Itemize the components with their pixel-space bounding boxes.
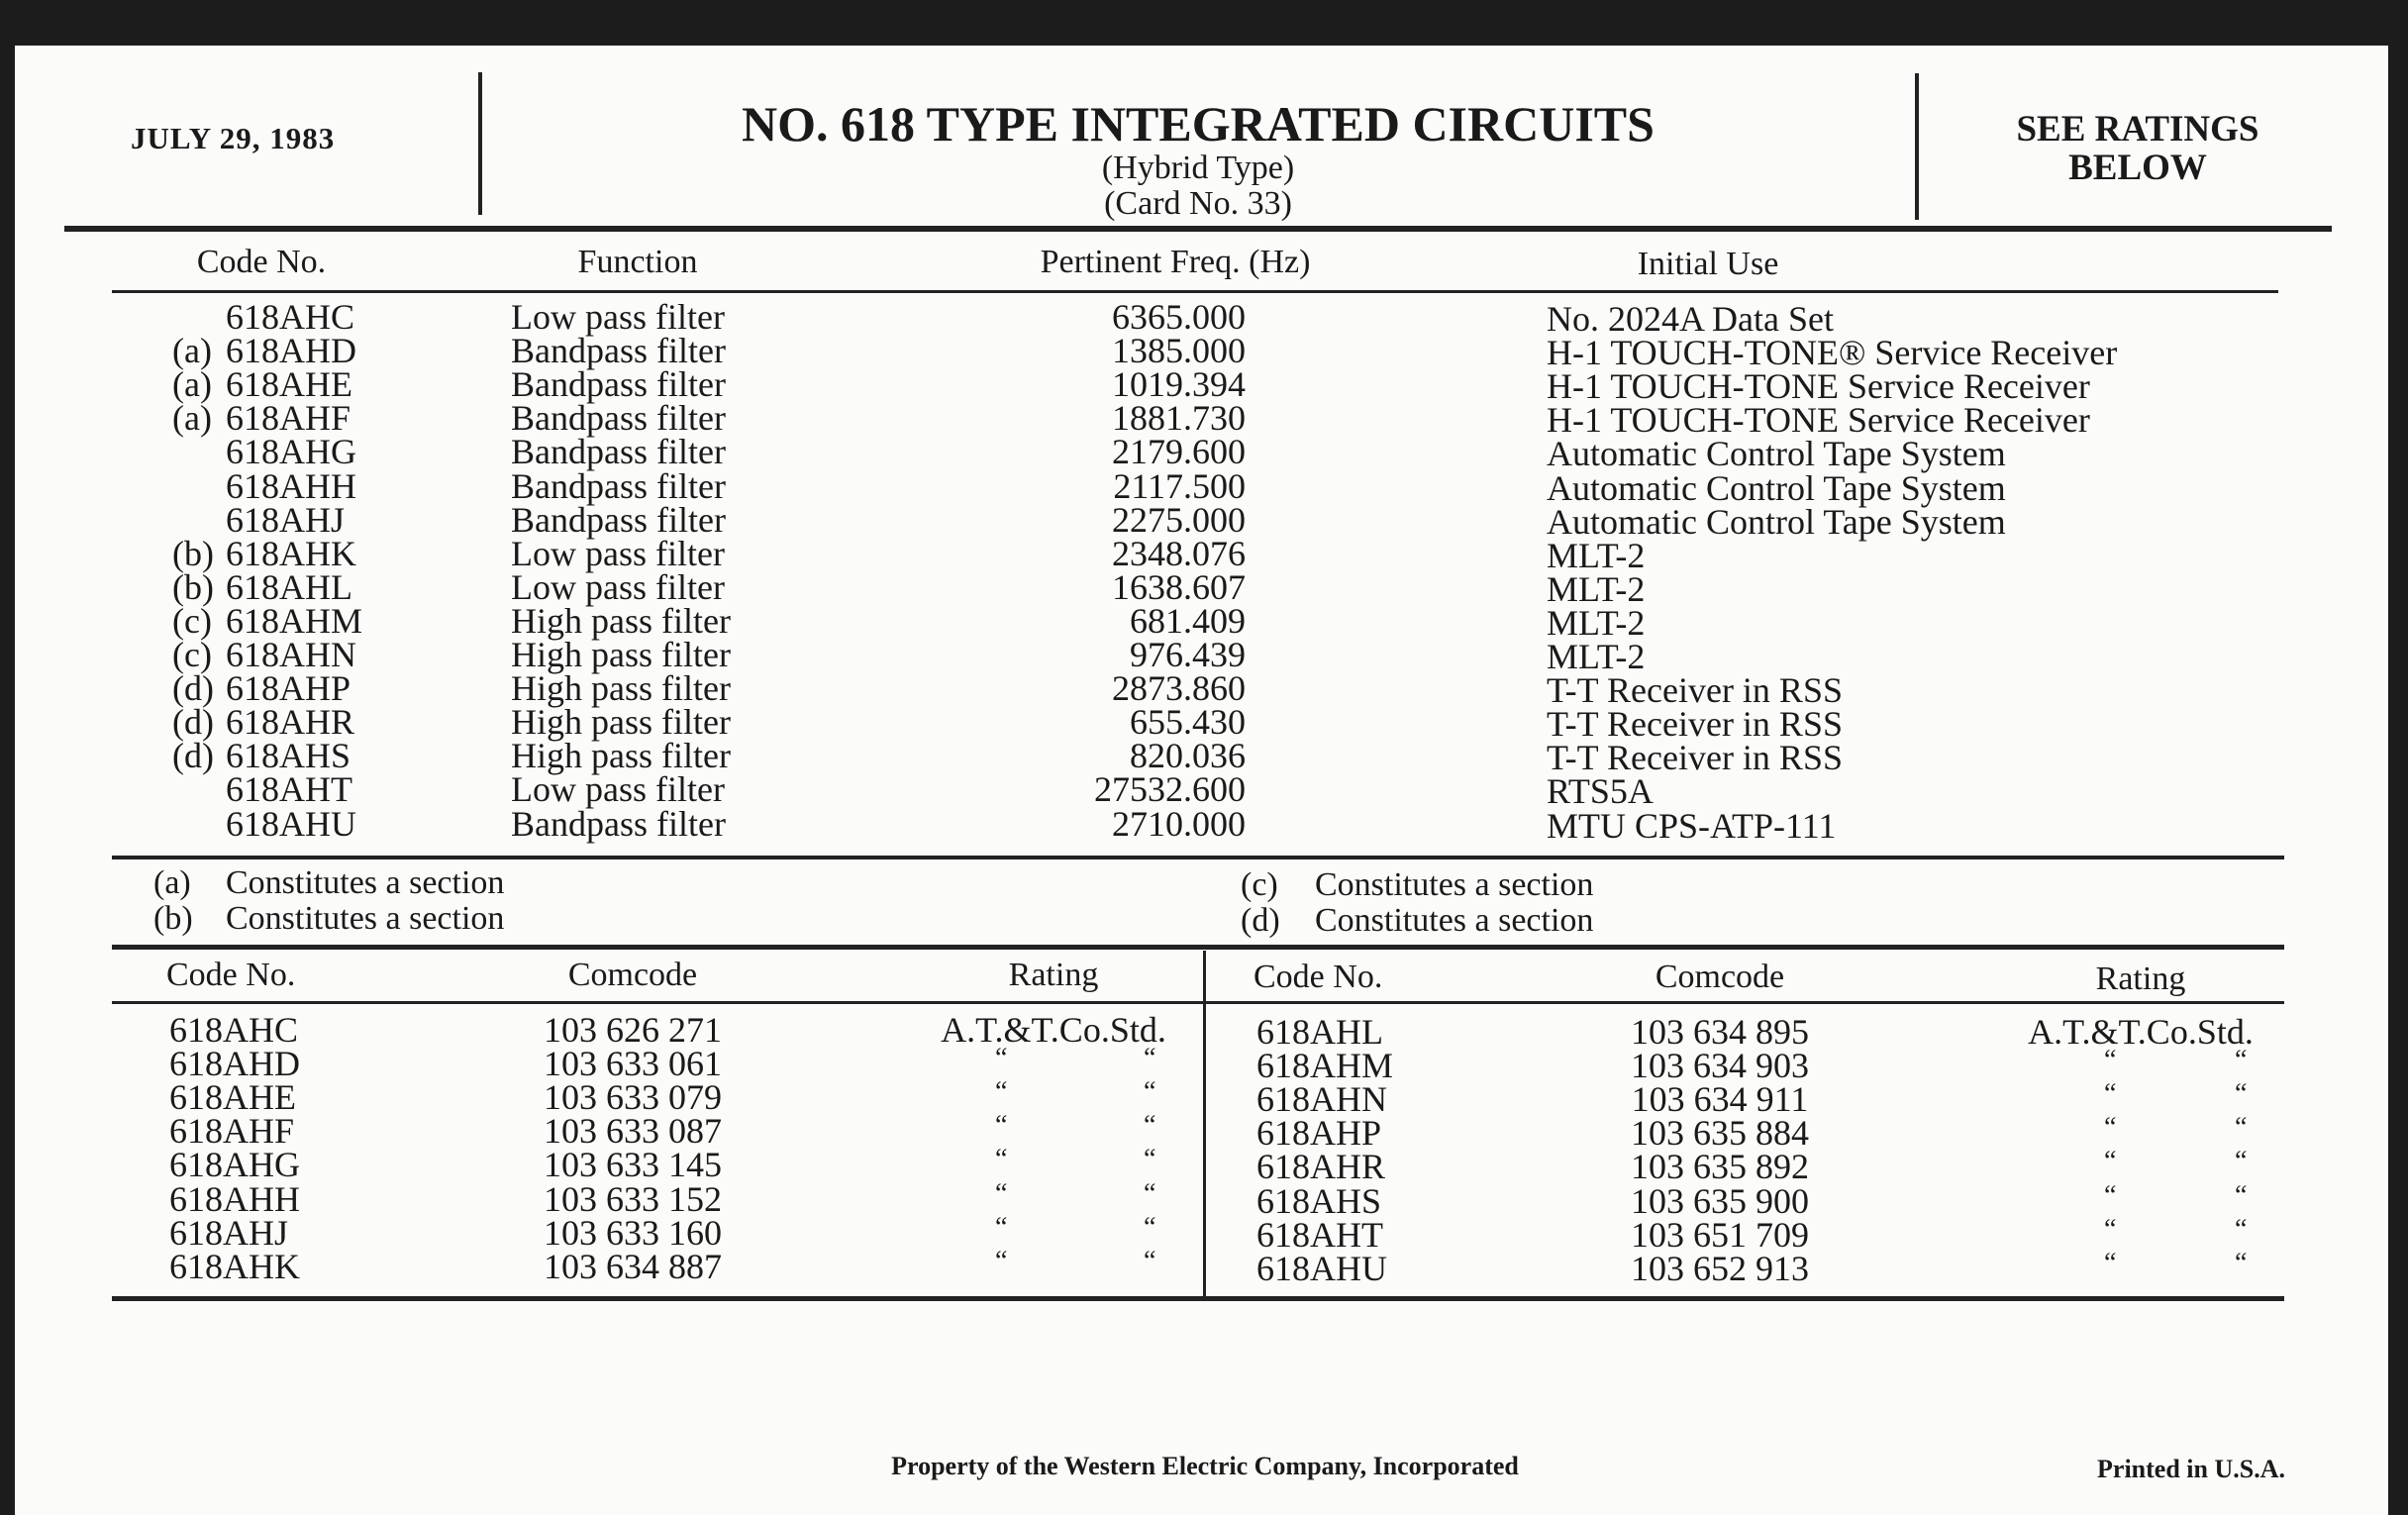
row-freq: 681.409	[1130, 600, 1246, 641]
ratings-row-code: 618AHM	[1256, 1046, 1394, 1086]
ditto-mark: “	[1144, 1043, 1156, 1074]
row-code: 618AHE	[226, 364, 352, 405]
row-initial-use: MLT-2	[1547, 637, 1646, 676]
note-text-d: Constitutes a section	[1315, 902, 1594, 939]
footer-property: Property of the Western Electric Company, Incorporated	[891, 1452, 1519, 1480]
ditto-mark: “	[995, 1144, 1008, 1175]
ratings-row-comcode: 103 635 892	[1631, 1147, 1809, 1187]
row-function: High pass filter	[511, 668, 731, 709]
ratings-row-code: 618AHJ	[169, 1212, 289, 1253]
ratings-row-code: 618AHR	[1256, 1147, 1386, 1187]
card-subtitle-number: (Card No. 33)	[1104, 185, 1292, 222]
ditto-mark: “	[995, 1211, 1008, 1243]
ratings-row-comcode: 103 652 913	[1631, 1248, 1809, 1288]
ratings-left-header-code: Code No.	[166, 957, 296, 993]
row-function: Bandpass filter	[511, 803, 726, 844]
ratings-row-rating: A.T.&T.Co.Std.	[941, 1010, 1166, 1050]
ditto-mark: “	[995, 1043, 1008, 1074]
ditto-mark: “	[2235, 1146, 2248, 1177]
ratings-row-rating: A.T.&T.Co.Std.	[2028, 1012, 2254, 1052]
note-mark-a: (a)	[153, 864, 191, 901]
row-code: 618AHT	[226, 769, 352, 810]
ratings-note-line1: SEE RATINGS	[2016, 109, 2259, 150]
col-header-code: Code No.	[196, 244, 327, 280]
ratings-row-code: 618AHT	[1256, 1214, 1383, 1255]
row-function: Bandpass filter	[511, 432, 726, 472]
ditto-mark: “	[995, 1110, 1008, 1142]
header-divider-left	[478, 72, 482, 215]
row-function: Low pass filter	[511, 769, 725, 810]
table-header-rule	[112, 290, 2278, 293]
card-title: NO. 618 TYPE INTEGRATED CIRCUITS	[742, 96, 1655, 152]
ditto-mark: “	[1144, 1177, 1156, 1209]
row-freq: 2348.076	[1112, 533, 1246, 573]
row-code: 618AHH	[226, 465, 356, 506]
ratings-row-code: 618AHL	[1256, 1012, 1383, 1052]
row-freq: 1881.730	[1112, 398, 1246, 439]
row-freq: 1019.394	[1112, 364, 1246, 405]
row-initial-use: H-1 TOUCH-TONE® Service Receiver	[1547, 333, 2118, 373]
row-code: 618AHU	[226, 803, 356, 844]
ratings-row-comcode: 103 634 911	[1631, 1079, 1809, 1120]
note-mark-d: (d)	[1241, 902, 1280, 939]
row-freq: 2117.500	[1113, 465, 1246, 506]
notes-rule	[112, 945, 2284, 950]
ditto-mark: “	[2104, 1247, 2117, 1278]
ditto-mark: “	[2235, 1179, 2248, 1211]
row-initial-use: H-1 TOUCH-TONE Service Receiver	[1547, 366, 2090, 407]
row-function: Bandpass filter	[511, 398, 726, 439]
ratings-row-comcode: 103 633 079	[544, 1077, 722, 1118]
row-initial-use: T-T Receiver in RSS	[1547, 738, 1843, 778]
ratings-right-header-code: Code No.	[1254, 959, 1383, 995]
row-note-mark: (b)	[172, 566, 214, 607]
row-initial-use: MTU CPS-ATP-111	[1547, 805, 1837, 846]
note-text-b: Constitutes a section	[226, 900, 505, 937]
ditto-mark: “	[1144, 1144, 1156, 1175]
ratings-row-comcode: 103 634 887	[544, 1246, 722, 1286]
ratings-row-code: 618AHC	[169, 1010, 299, 1050]
row-function: Low pass filter	[511, 566, 725, 607]
note-text-a: Constitutes a section	[226, 864, 505, 901]
ratings-row-comcode: 103 633 087	[544, 1111, 722, 1152]
row-initial-use: T-T Receiver in RSS	[1547, 704, 1843, 745]
ratings-row-comcode: 103 633 061	[544, 1044, 722, 1084]
ditto-mark: “	[2235, 1078, 2248, 1110]
row-freq: 976.439	[1130, 635, 1246, 674]
row-code: 618AHF	[226, 398, 351, 439]
row-code: 618AHC	[226, 297, 355, 337]
ratings-row-comcode: 103 651 709	[1631, 1214, 1809, 1255]
row-initial-use: Automatic Control Tape System	[1547, 467, 2006, 508]
ditto-mark: “	[1144, 1245, 1156, 1276]
ratings-row-comcode: 103 633 160	[544, 1212, 722, 1253]
ratings-note-line2: BELOW	[2068, 148, 2207, 188]
ditto-mark: “	[2235, 1247, 2248, 1278]
row-note-mark: (d)	[172, 702, 214, 743]
ditto-mark: “	[2104, 1112, 2117, 1144]
row-freq: 2275.000	[1112, 499, 1246, 540]
ditto-mark: “	[2235, 1213, 2248, 1245]
row-function: High pass filter	[511, 635, 731, 674]
footer-printed: Printed in U.S.A.	[2097, 1455, 2285, 1483]
note-mark-b: (b)	[153, 900, 193, 937]
row-freq: 1385.000	[1112, 331, 1246, 371]
row-note-mark: (d)	[172, 668, 214, 709]
ratings-right-header-rating: Rating	[2095, 960, 2186, 997]
ditto-mark: “	[1144, 1076, 1156, 1108]
ditto-mark: “	[2104, 1179, 2117, 1211]
ratings-row-code: 618AHS	[1256, 1180, 1382, 1221]
row-initial-use: H-1 TOUCH-TONE Service Receiver	[1547, 400, 2090, 441]
ratings-row-code: 618AHK	[169, 1246, 300, 1286]
ratings-left-header-comcode: Comcode	[567, 957, 698, 993]
table-bottom-rule	[112, 856, 2284, 859]
row-function: Low pass filter	[511, 297, 725, 337]
row-note-mark: (c)	[172, 635, 212, 674]
ditto-mark: “	[995, 1177, 1008, 1209]
row-function: Bandpass filter	[511, 465, 726, 506]
ratings-row-code: 618AHD	[169, 1044, 300, 1084]
row-code: 618AHP	[226, 668, 351, 709]
row-function: Low pass filter	[511, 533, 725, 573]
ratings-row-code: 618AHF	[169, 1111, 295, 1152]
row-function: Bandpass filter	[511, 364, 726, 405]
row-note-mark: (d)	[172, 736, 214, 776]
row-note-mark: (a)	[172, 398, 212, 439]
ditto-mark: “	[2104, 1213, 2117, 1245]
row-code: 618AHD	[226, 331, 356, 371]
row-note-mark: (a)	[172, 331, 212, 371]
row-initial-use: T-T Receiver in RSS	[1547, 670, 1843, 711]
ratings-row-code: 618AHH	[169, 1178, 300, 1219]
row-code: 618AHL	[226, 566, 352, 607]
row-note-mark: (b)	[172, 533, 214, 573]
row-initial-use: Automatic Control Tape System	[1547, 501, 2006, 542]
row-code: 618AHR	[226, 702, 355, 743]
row-note-mark: (a)	[172, 364, 212, 405]
row-freq: 2710.000	[1112, 803, 1246, 844]
ratings-row-code: 618AHE	[169, 1077, 296, 1118]
row-function: High pass filter	[511, 736, 731, 776]
col-header-freq: Pertinent Freq. (Hz)	[1040, 244, 1311, 280]
row-code: 618AHN	[226, 635, 356, 674]
row-function: High pass filter	[511, 702, 731, 743]
row-code: 618AHJ	[226, 499, 346, 540]
ratings-header-rule	[112, 1001, 2284, 1004]
header-divider-right	[1915, 73, 1919, 220]
ratings-row-comcode: 103 634 903	[1631, 1046, 1809, 1086]
row-initial-use: Automatic Control Tape System	[1547, 434, 2006, 474]
ratings-row-comcode: 103 633 152	[544, 1178, 722, 1219]
ditto-mark: “	[2235, 1112, 2248, 1144]
ditto-mark: “	[2235, 1045, 2248, 1076]
ratings-row-code: 618AHN	[1256, 1079, 1387, 1120]
ratings-row-code: 618AHP	[1256, 1113, 1382, 1154]
row-freq: 820.036	[1130, 736, 1246, 776]
ditto-mark: “	[1144, 1211, 1156, 1243]
ditto-mark: “	[995, 1076, 1008, 1108]
ratings-left-header-rating: Rating	[1008, 957, 1099, 993]
col-header-use: Initial Use	[1637, 246, 1779, 282]
ratings-row-comcode: 103 633 145	[544, 1145, 722, 1185]
row-freq: 1638.607	[1112, 566, 1246, 607]
note-text-c: Constitutes a section	[1315, 866, 1594, 903]
row-initial-use: No. 2024A Data Set	[1547, 299, 1834, 339]
row-function: Bandpass filter	[511, 331, 726, 371]
row-code: 618AHM	[226, 600, 363, 641]
row-code: 618AHS	[226, 736, 351, 776]
row-initial-use: RTS5A	[1547, 771, 1654, 812]
ditto-mark: “	[995, 1245, 1008, 1276]
row-freq: 655.430	[1130, 702, 1246, 743]
ratings-row-code: 618AHG	[169, 1145, 300, 1185]
ratings-bottom-rule	[112, 1296, 2284, 1301]
row-initial-use: MLT-2	[1547, 602, 1646, 643]
ratings-row-comcode: 103 634 895	[1631, 1012, 1809, 1052]
card-date: JULY 29, 1983	[131, 121, 336, 155]
note-mark-c: (c)	[1241, 866, 1278, 903]
ratings-row-comcode: 103 635 884	[1631, 1113, 1809, 1154]
row-initial-use: MLT-2	[1547, 568, 1646, 609]
ditto-mark: “	[2104, 1045, 2117, 1076]
row-initial-use: MLT-2	[1547, 535, 1646, 575]
row-code: 618AHK	[226, 533, 356, 573]
card-subtitle-type: (Hybrid Type)	[1101, 150, 1295, 186]
row-code: 618AHG	[226, 432, 356, 472]
row-note-mark: (c)	[172, 600, 212, 641]
ditto-mark: “	[1144, 1110, 1156, 1142]
row-function: High pass filter	[511, 600, 731, 641]
col-header-function: Function	[577, 244, 698, 280]
row-freq: 2873.860	[1112, 668, 1246, 709]
ratings-row-comcode: 103 626 271	[544, 1010, 722, 1050]
row-freq: 2179.600	[1112, 432, 1246, 472]
ditto-mark: “	[2104, 1146, 2117, 1177]
ratings-row-comcode: 103 635 900	[1631, 1180, 1809, 1221]
header-rule	[64, 226, 2332, 232]
ratings-row-code: 618AHU	[1256, 1248, 1387, 1288]
ditto-mark: “	[2104, 1078, 2117, 1110]
row-freq: 6365.000	[1112, 297, 1246, 337]
row-freq: 27532.600	[1094, 769, 1246, 810]
row-function: Bandpass filter	[511, 499, 726, 540]
ratings-right-header-comcode: Comcode	[1655, 959, 1785, 995]
